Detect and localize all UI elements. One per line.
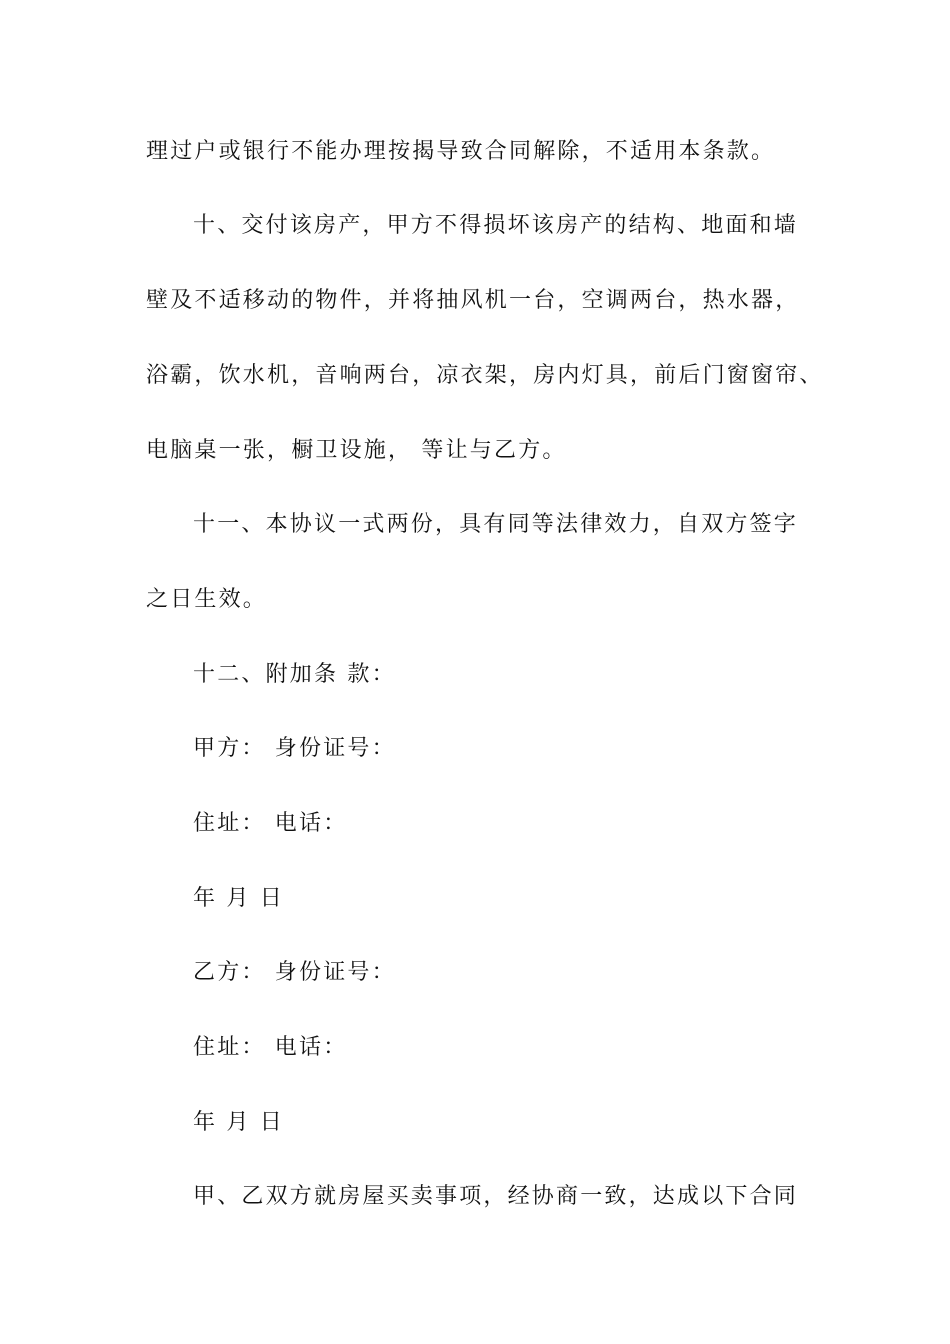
party-a-address-line: 住址： 电话：: [193, 811, 348, 836]
paragraph-line: 壁及不适移动的物件，并将抽风机一台，空调两台，热水器，: [146, 288, 800, 313]
paragraph-line: 之日生效。: [146, 587, 268, 612]
paragraph-line: 理过户或银行不能办理按揭导致合同解除，不适用本条款。: [146, 139, 776, 164]
party-b-id-line: 乙方： 身份证号：: [193, 960, 396, 985]
party-a-date-line: 年 月 日: [193, 886, 284, 911]
clause-ten-line: 十、交付该房产，甲方不得损坏该房产的结构、地面和墙: [193, 213, 799, 238]
party-b-date-line: 年 月 日: [193, 1110, 284, 1135]
clause-eleven-line: 十一、本协议一式两份，具有同等法律效力，自双方签字: [193, 512, 799, 537]
party-a-id-line: 甲方： 身份证号：: [193, 736, 396, 761]
party-b-address-line: 住址： 电话：: [193, 1035, 348, 1060]
paragraph-line: 甲、乙双方就房屋买卖事项，经协商一致，达成以下合同: [193, 1184, 799, 1209]
paragraph-line: 浴霸，饮水机，音响两台，凉衣架，房内灯具，前后门窗窗帘、: [146, 363, 824, 388]
clause-twelve-line: 十二、附加条 款：: [193, 662, 396, 687]
paragraph-line: 电脑桌一张，橱卫设施， 等让与乙方。: [146, 438, 567, 463]
